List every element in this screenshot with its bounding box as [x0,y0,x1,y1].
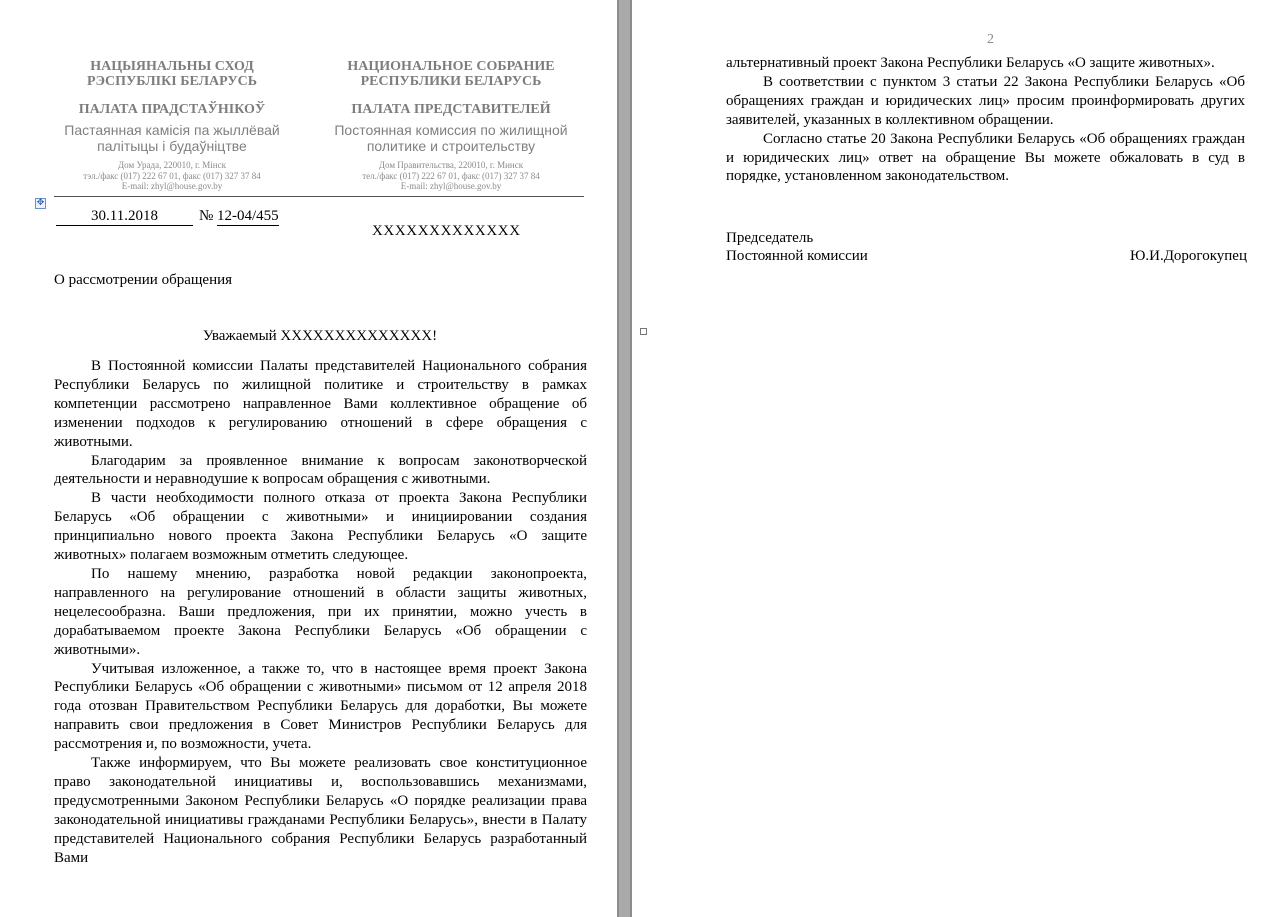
contact-block-by [52,160,292,192]
page-number: 2 [987,32,994,47]
move-handle-icon[interactable]: ✥ [36,198,45,208]
letterhead-russian [326,59,576,192]
page-edge-shadow [617,0,619,917]
body-paragraph: Благодарим за проявленное внимание к вопросам законотворческой деятельности и неравнодушие к вопросам обращения с животными. [54,452,587,488]
email-ru: E-mail: zhyl@house.gov.by [400,181,502,191]
contact-block-ru [326,160,576,192]
letterhead-belarusian [52,59,292,192]
letter-date: 30.11.2018 [56,207,193,226]
body-paragraph: По нашему мнению, разработка новой редакции законопроекта, направленного на регулирование отношений в области защиты животных, нецелесообразна. Ваши предложения, при их принятии, можно учесть в дорабатываемом проекте Закона Республики Беларусь «Об обращении с животными». [54,565,587,658]
signature-block [726,229,1247,265]
letter-body-page-2 [726,54,1245,186]
body-paragraph: альтернативный проект Закона Республики Беларусь «О защите животных». [726,55,1215,71]
org-name-by [52,59,292,89]
org-name-ru-line2: РЕСПУБЛИКИ БЕЛАРУСЬ [360,74,542,89]
commission-name-ru [326,122,576,154]
signer-row [726,247,1247,265]
address-by: Дом Урада, 220010, г. Мінск [118,160,226,170]
signer-title-line2: Постоянной комиссии [726,248,868,264]
address-ru: Дом Правительства, 220010, г. Минск [378,160,524,170]
signer-title-line1: Председатель [726,230,814,246]
commission-by-line2: палітыцы і будаўніцтве [97,138,247,154]
body-paragraph: Также информируем, что Вы можете реализовать свое конституционное право законодательной инициативы и, воспользовавшись механизмами, предусмотренными Законом Республики Беларусь «О порядке реализации права законодательной инициативы гражданами Республики Беларусь», внести в Палату представителей Национального собрания Республики Беларусь разработанный Вами [54,755,587,866]
body-paragraph: В соответствии с пунктом 3 статьи 22 Закона Республики Беларусь «Об обращениях граждан и юридических лиц» просим проинформировать других заявителей, указанных в коллективном обращении. [726,73,1245,128]
commission-by-line1: Пастаянная камісія па жыллёвай [64,122,280,138]
body-paragraph: В части необходимости полного отказа от проекта Закона Республики Беларусь «Об обращении с животными» и инициировании создания принципиально нового проекта Закона Республики Беларусь «О защите животных» полагаем возможным отметить следующее. [54,490,587,564]
letter-number: 12-04/455 [217,208,279,224]
document-page-1 [0,0,617,917]
org-name-by-line1: НАЦЫЯНАЛЬНЫ СХОД [90,59,254,74]
signer-name: Ю.И.Дорогокупец [1129,248,1247,264]
letter-body-page-1 [54,357,587,867]
org-name-ru [326,59,576,89]
body-paragraph: Учитывая изложенное, а также то, что в настоящее время проект Закона Республики Беларусь «Об обращении с животными» письмом от 12 апреля 2018 года отозван Правительством Республики Беларусь для доработки, Вы можете направить свои предложения в Совет Министров Республики Беларусь для рассмотрения и, по возможности, учета. [54,660,587,753]
chamber-name-ru: ПАЛАТА ПРЕДСТАВИТЕЛЕЙ [351,102,551,117]
commission-name-by [52,122,292,154]
page-separator [617,0,632,917]
letter-number-label: № [199,208,214,224]
paragraph-marker-icon [640,328,647,335]
addressee: ХХХХХХХХХХХХХ [372,223,521,239]
body-paragraph: Согласно статье 20 Закона Республики Беларусь «Об обращениях граждан и юридических лиц» ответ на обращение Вы можете обжаловать в суд в порядке, установленном законодательством. [726,130,1245,185]
org-name-by-line2: РЭСПУБЛІКІ БЕЛАРУСЬ [86,74,257,89]
phone-by: тэл./факс (017) 222 67 01, факс (017) 327 37 84 [83,170,261,181]
chamber-name-by: ПАЛАТА ПРАДСТАЎНІКОЎ [78,102,266,117]
letterhead-divider [54,196,584,197]
letter-subject: О рассмотрении обращения [54,272,233,288]
phone-ru: тел./факс (017) 222 67 01, факс (017) 327 37 84 [362,170,540,181]
greeting: Уважаемый ХХХХХХХХХХХХХХ! [202,328,438,344]
org-name-ru-line1: НАЦИОНАЛЬНОЕ СОБРАНИЕ [347,59,555,74]
commission-ru-line2: политике и строительству [366,138,536,154]
body-paragraph: В Постоянной комиссии Палаты представителей Национального собрания Республики Беларусь по жилищной политике и строительству в рамках компетенции рассмотрено направленное Вами коллективное обращение об изменении подходов к регулированию отношений в сфере обращения с животными. [54,358,587,450]
document-page-2 [632,0,1280,917]
commission-ru-line1: Постоянная комиссия по жилищной [334,122,568,138]
email-by: E-mail: zhyl@house.gov.by [121,181,223,191]
